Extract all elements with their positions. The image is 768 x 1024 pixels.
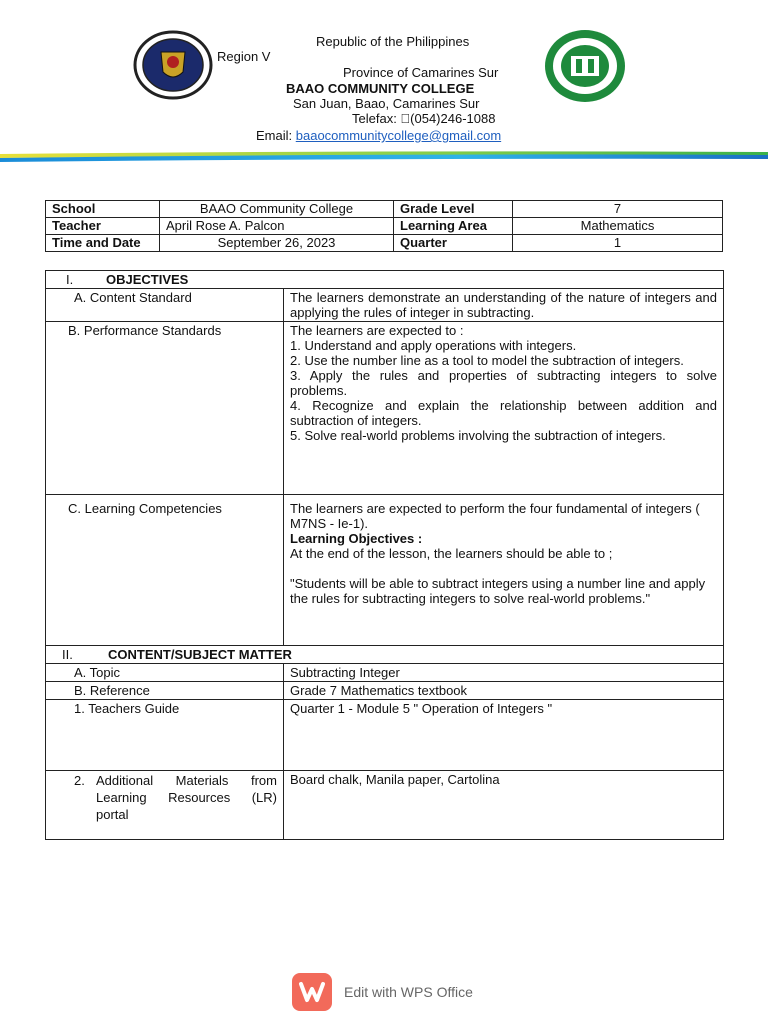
time-date-label: Time and Date	[46, 235, 160, 252]
list-item: 1. Understand and apply operations with integers.	[290, 338, 577, 353]
table-row	[46, 771, 724, 840]
teacher-value: April Rose A. Palcon	[160, 218, 394, 235]
learning-objectives-label: Learning Objectives :	[290, 531, 423, 546]
address-line: San Juan, Baao, Camarines Sur	[293, 96, 480, 111]
list-item: 5. Solve real-world problems involving the subtraction of integers.	[290, 428, 666, 443]
table-row	[46, 682, 724, 700]
learning-area-value: Mathematics	[513, 218, 723, 235]
performance-standards-label: B. Performance Standards	[46, 322, 284, 495]
performance-standards-value	[284, 322, 724, 495]
teacher-label: Teacher	[46, 218, 160, 235]
table-row	[46, 664, 724, 682]
additional-materials-text: Additional Materials from Learning Resources (LR) portal	[96, 773, 277, 822]
section-number: I.	[66, 272, 74, 287]
teachers-guide-label: 1. Teachers Guide	[46, 700, 284, 771]
performance-intro: The learners are expected to :	[290, 323, 464, 338]
table-row	[46, 235, 723, 252]
edit-with-wps-link[interactable]: Edit with WPS Office	[344, 984, 473, 1000]
section-objectives-header	[46, 271, 724, 289]
learning-objectives-intro: At the end of the lesson, the learners should be able to ;	[290, 546, 613, 561]
section-header-row	[46, 271, 724, 289]
competency-text: The learners are expected to perform the four fundamental of integers ( M7NS - Ie-1).	[290, 501, 700, 531]
table-row	[46, 322, 724, 495]
header-divider	[0, 148, 768, 164]
section-number: II.	[62, 647, 73, 662]
section-content-header	[46, 646, 724, 664]
table-row	[46, 218, 723, 235]
republic-line: Republic of the Philippines	[316, 34, 470, 49]
table-row	[46, 700, 724, 771]
quarter-label: Quarter	[394, 235, 513, 252]
province-line: Province of Camarines Sur	[343, 65, 499, 80]
grade-level-label: Grade Level	[394, 201, 513, 218]
wps-office-logo-icon[interactable]	[292, 973, 332, 1011]
college-seal-logo	[133, 30, 213, 100]
telefax-line: Telefax:  (054)246-1088	[352, 111, 496, 126]
reference-label: B. Reference	[46, 682, 284, 700]
table-row	[46, 201, 723, 218]
list-item: 3. Apply the rules and properties of subtracting integers to solve problems.	[290, 368, 717, 398]
list-item: 4. Recognize and explain the relationship between addition and subtraction of integers.	[290, 398, 717, 428]
section-title: CONTENT/SUBJECT MATTER	[108, 647, 292, 662]
quarter-value: 1	[513, 235, 723, 252]
learning-area-label: Learning Area	[394, 218, 513, 235]
info-table	[45, 200, 723, 252]
email-link[interactable]: baaocommunitycollege@gmail.com	[295, 128, 502, 143]
learning-competencies-label: C. Learning Competencies	[46, 495, 284, 646]
learning-competencies-value	[284, 495, 724, 646]
grade-level-value: 7	[513, 201, 723, 218]
region-label: Region V	[217, 49, 271, 64]
math-department-logo	[543, 28, 627, 104]
content-standard-value: The learners demonstrate an understanding of the nature of integers and applying the rules of integer in subtracting.	[284, 289, 724, 322]
date-value: September 26, 2023	[160, 235, 394, 252]
additional-materials-label	[46, 771, 284, 840]
college-name: BAAO COMMUNITY COLLEGE	[286, 81, 475, 96]
content-standard-label: A. Content Standard	[46, 289, 284, 322]
item-number: 2.	[74, 773, 85, 788]
learning-objectives-quote: "Students will be able to subtract integers using a number line and apply the rules for subtracting integers to solve real-world problems."	[290, 576, 706, 606]
lesson-plan-table	[45, 270, 724, 840]
topic-value: Subtracting Integer	[284, 664, 724, 682]
list-item: 2. Use the number line as a tool to model the subtraction of integers.	[290, 353, 684, 368]
school-label: School	[46, 201, 160, 218]
topic-label: A. Topic	[46, 664, 284, 682]
section-header-row	[46, 646, 724, 664]
teachers-guide-value: Quarter 1 - Module 5 " Operation of Integers "	[284, 700, 724, 771]
email-label: Email:	[256, 128, 293, 143]
section-title: OBJECTIVES	[106, 272, 189, 287]
school-value: BAAO Community College	[160, 201, 394, 218]
reference-value: Grade 7 Mathematics textbook	[284, 682, 724, 700]
table-row	[46, 495, 724, 646]
email-line	[256, 128, 501, 143]
additional-materials-value: Board chalk, Manila paper, Cartolina	[284, 771, 724, 840]
table-row	[46, 289, 724, 322]
